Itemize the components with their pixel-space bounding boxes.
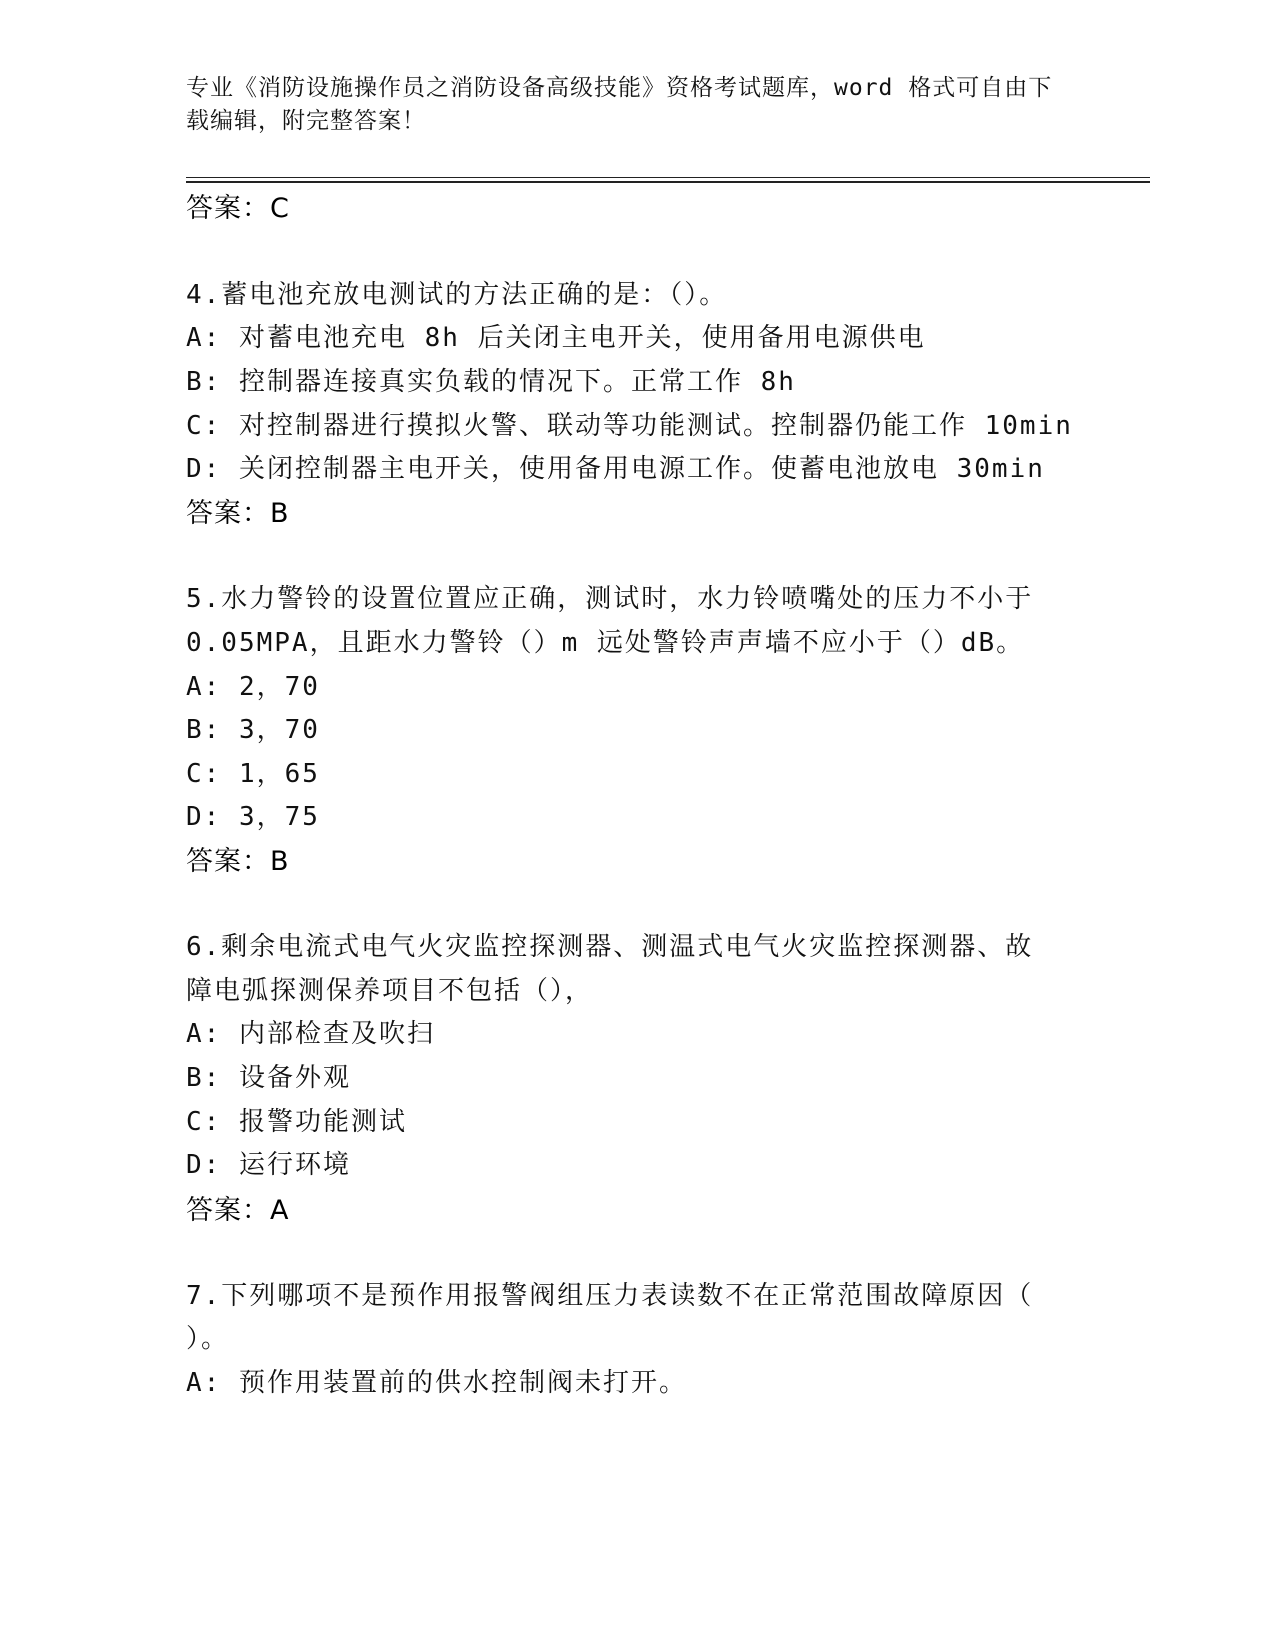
- question-5-option-b: B: 3，70: [186, 715, 320, 745]
- question-6-option-a: A: 内部检查及吹扫: [186, 1019, 435, 1049]
- question-7-option-a: A: 预作用装置前的供水控制阀未打开。: [186, 1368, 687, 1398]
- question-4-option-a: A: 对蓄电池充电 8h 后关闭主电开关，使用备用电源供电: [186, 323, 926, 353]
- question-5-stem-line-2: 0.05MPA，且距水力警铃（）m 远处警铃声声墙不应小于（）dB。: [186, 628, 1025, 658]
- header-line-2: 载编辑，附完整答案！: [186, 108, 426, 134]
- question-6-option-c: C: 报警功能测试: [186, 1107, 407, 1137]
- question-5-stem-line-1: 5.水力警铃的设置位置应正确，测试时，水力铃喷嘴处的压力不小于: [186, 584, 1034, 614]
- question-7-stem-line-2: ）。: [186, 1324, 230, 1354]
- question-4-option-d: D: 关闭控制器主电开关，使用备用电源工作。使蓄电池放电 30min: [186, 454, 1045, 484]
- header-divider-thick: [186, 181, 1150, 183]
- question-6-option-b: B: 设备外观: [186, 1063, 351, 1093]
- question-4-stem-line-1: 4.蓄电池充放电测试的方法正确的是：（）。: [186, 280, 728, 310]
- question-5-answer: 答案：B: [186, 846, 290, 877]
- question-7-stem-line-1: 7.下列哪项不是预作用报警阀组压力表读数不在正常范围故障原因（: [186, 1281, 1034, 1311]
- document-header: [186, 72, 1066, 138]
- question-4-option-b: B: 控制器连接真实负载的情况下。正常工作 8h: [186, 367, 796, 397]
- question-4-answer: 答案：B: [186, 498, 290, 529]
- previous-answer: 答案：C: [186, 193, 290, 224]
- question-6-stem-line-1: 6.剩余电流式电气火灾监控探测器、测温式电气火灾监控探测器、故: [186, 932, 1034, 962]
- header-line-1: 专业《消防设施操作员之消防设备高级技能》资格考试题库，word 格式可自由下: [186, 75, 1053, 101]
- question-6-answer: 答案：A: [186, 1195, 290, 1226]
- question-5-option-d: D: 3，75: [186, 802, 320, 832]
- question-5-option-a: A: 2，70: [186, 672, 320, 702]
- question-5-option-c: C: 1，65: [186, 759, 320, 789]
- question-6-stem-line-2: 障电弧探测保养项目不包括（），: [186, 976, 594, 1006]
- header-divider-thin: [186, 177, 1150, 178]
- question-6-option-d: D: 运行环境: [186, 1150, 351, 1180]
- question-4-option-c: C: 对控制器进行摸拟火警、联动等功能测试。控制器仍能工作 10min: [186, 411, 1073, 441]
